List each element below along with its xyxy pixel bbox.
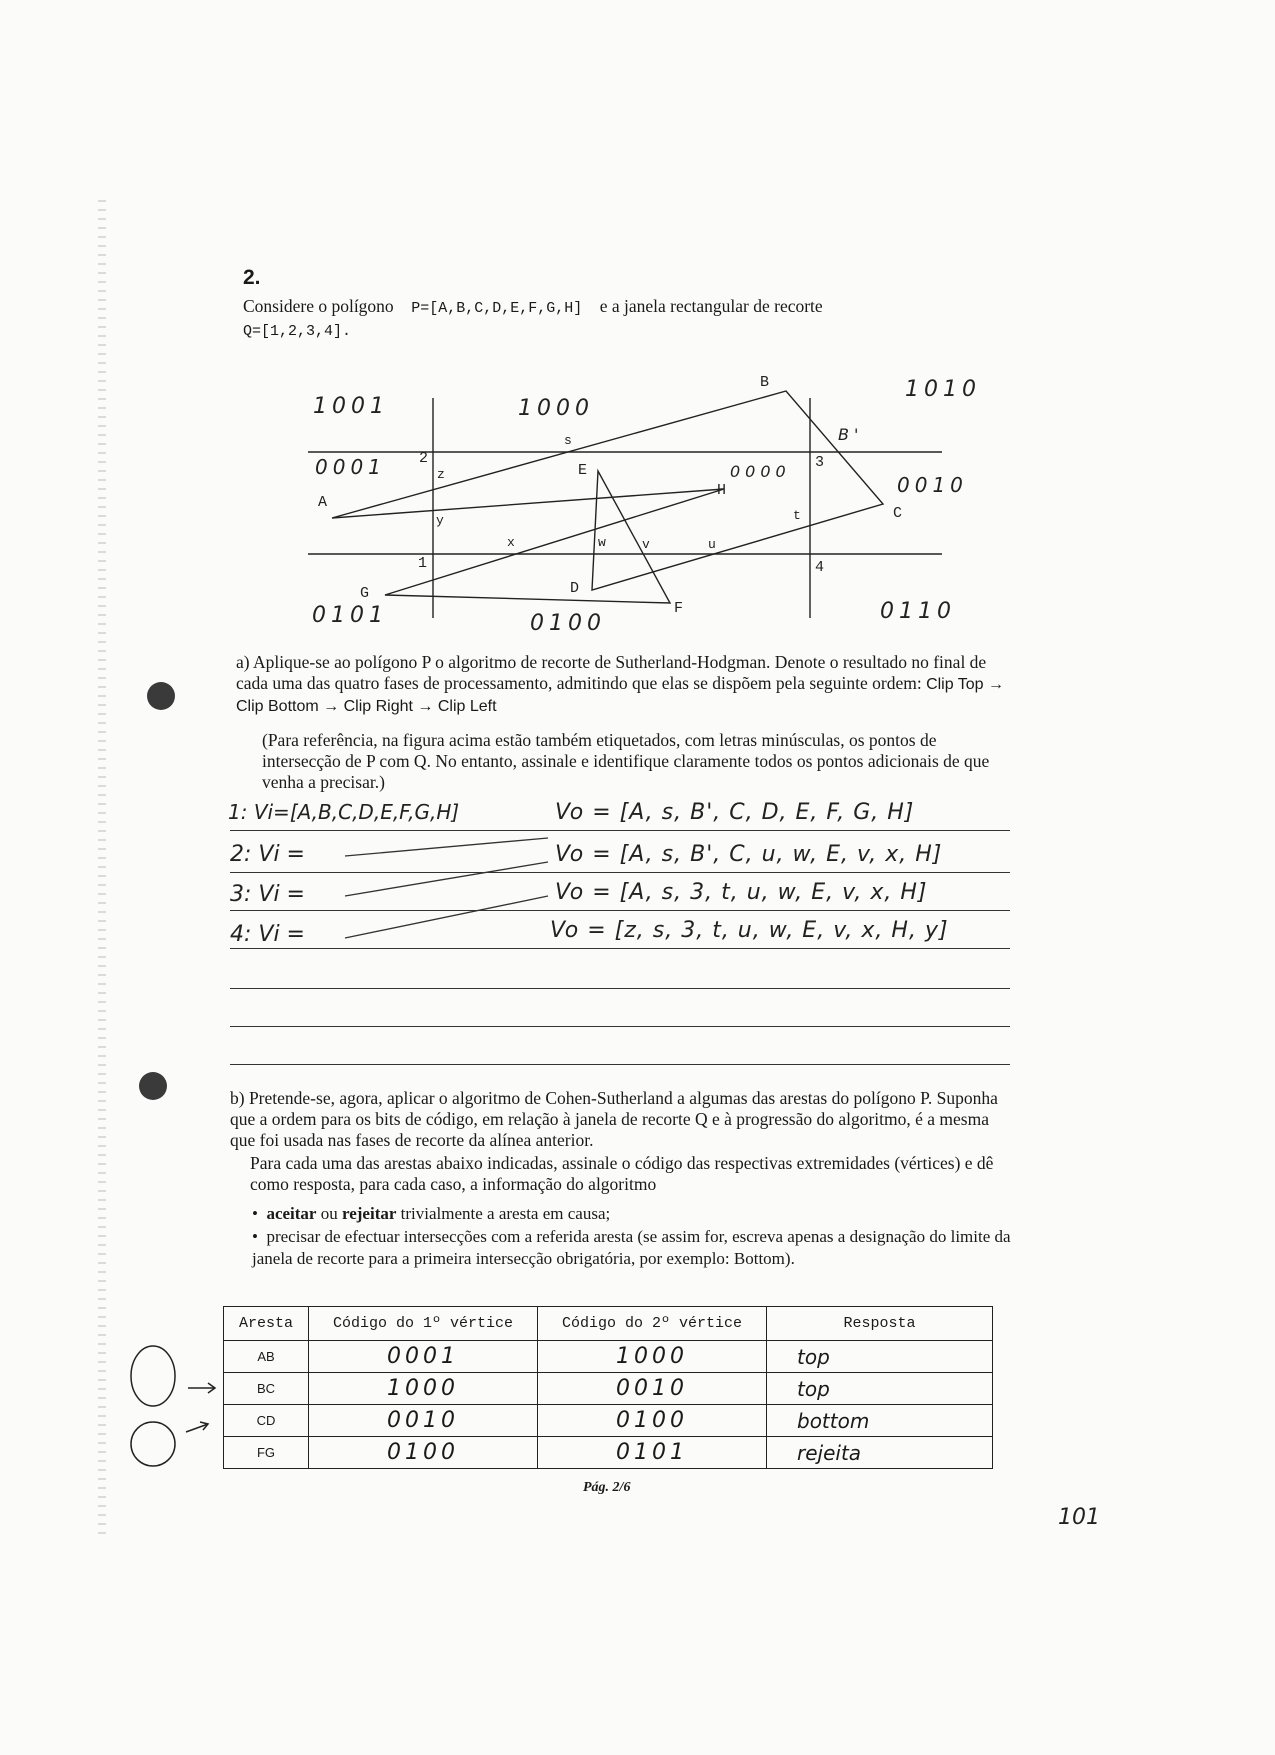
answer-cell: bottom (767, 1405, 993, 1437)
code1-cell: 0100 (309, 1437, 538, 1469)
answer-1-right: Vo = [A, s, B', C, D, E, F, G, H] (555, 800, 915, 825)
bullet-1-accept: aceitar (266, 1204, 317, 1223)
bullet-1-or: ou (320, 1204, 338, 1223)
label-H: H (717, 482, 727, 499)
label-y: y (436, 513, 444, 528)
label-s: s (564, 433, 572, 448)
answer-1-left: 1: Vi=[A,B,C,D,E,F,G,H] (228, 800, 460, 824)
table-header-row (224, 1307, 993, 1341)
code-0000: 0000 (730, 462, 791, 481)
answer-line (230, 1026, 1010, 1027)
label-C: C (893, 505, 903, 522)
label-G: G (360, 585, 370, 602)
answer-line (230, 1064, 1010, 1065)
table-row (224, 1405, 993, 1437)
label-D: D (570, 580, 580, 597)
label-w: w (598, 535, 606, 550)
part-b-text1: b) Pretende-se, agora, aplicar o algoritmo de Cohen-Sutherland a algumas das arestas do polígono P. Suponha que a ordem para os bits de código, em relação à janela de recorte Q e à progressão do algoritmo, é a mesma que foi usada nas fases de recorte da alínea anterior. (230, 1088, 998, 1150)
code-0100: 0100 (530, 611, 606, 636)
bullet-1: • aceitar ou rejeitar trivialmente a aresta em causa; (252, 1204, 611, 1223)
intro-text-post: e a janela rectangular de recorte (599, 296, 823, 316)
results-table (223, 1306, 993, 1469)
code1-cell: 0001 (309, 1341, 538, 1373)
scan-hole-dot (139, 1072, 167, 1100)
edge-cell: BC (224, 1373, 309, 1405)
code-1000: 1000 (518, 396, 594, 421)
table-row (224, 1437, 993, 1469)
header-code2: Código do 2º vértice (538, 1307, 767, 1341)
code2-cell: 1000 (538, 1341, 767, 1373)
label-v: v (642, 537, 650, 552)
code2-cell: 0100 (538, 1405, 767, 1437)
label-B: B (760, 374, 770, 391)
label-F: F (674, 600, 684, 617)
answer-2-left: 2: Vi = (230, 842, 305, 867)
label-A: A (318, 494, 328, 511)
label-3: 3 (815, 454, 825, 471)
header-edge: Aresta (224, 1307, 309, 1341)
intro-text-pre: Considere o polígono (243, 296, 394, 316)
code-0010: 0010 (897, 473, 968, 497)
code-0110: 0110 (880, 599, 956, 624)
answer-cell: rejeita (767, 1437, 993, 1469)
bullet-2-text: precisar de efectuar intersecções com a referida aresta (se assim for, escreva apenas a designação do limite da janela de recorte para a primeira intersecção obrigatória, por exemplo: Bottom). (252, 1227, 1011, 1268)
bullet-1-rest: trivialmente a aresta em causa; (400, 1204, 611, 1223)
label-z: z (437, 467, 445, 482)
answer-3-left: 3: Vi = (230, 882, 305, 907)
header-answer: Resposta (767, 1307, 993, 1341)
page-number: Pág. 2/6 (583, 1480, 631, 1495)
question-number: 2. (243, 266, 261, 289)
table-row (224, 1373, 993, 1405)
phase-clip-left: Clip Left (437, 698, 497, 715)
label-4: 4 (815, 559, 825, 576)
answer-cell: top (767, 1341, 993, 1373)
window-Q: Q=[1,2,3,4]. (243, 323, 352, 340)
label-E: E (578, 462, 588, 479)
edge-cell: CD (224, 1405, 309, 1437)
label-B-prime: B' (838, 425, 864, 444)
bullet-2: • precisar de efectuar intersecções com a referida aresta (se assim for, escreva apenas a designação do limite da janela de recorte para a primeira intersecção obrigatória, por exemplo: Bottom). (252, 1227, 1011, 1268)
code2-cell: 0010 (538, 1373, 767, 1405)
part-b-text2: Para cada uma das arestas abaixo indicadas, assinale o código das respectivas extremidades (vértices) e dê como resposta, para cada caso, a informação do algoritmo (250, 1153, 994, 1194)
polygon-P: P=[A,B,C,D,E,F,G,H] (411, 300, 583, 317)
edge-cell: AB (224, 1341, 309, 1373)
code1-cell: 1000 (309, 1373, 538, 1405)
code-1010: 1010 (905, 377, 981, 402)
edge-cell: FG (224, 1437, 309, 1469)
phase-clip-top: Clip Top (926, 676, 984, 693)
part-a-statement: a) Aplique-se ao polígono P o algoritmo de recorte de Sutherland-Hodgman. Denote o resultado no final de cada uma das quatro fases de processamento, admitindo que elas se dispõem pela seguinte ordem: (236, 652, 987, 693)
code1-cell: 0010 (309, 1405, 538, 1437)
table-row (224, 1341, 993, 1373)
code-1001: 1001 (313, 394, 389, 419)
answer-3-right: Vo = [A, s, 3, t, u, w, E, v, x, H] (555, 880, 928, 905)
phase-clip-right: Clip Right (343, 698, 413, 715)
label-2: 2 (419, 450, 429, 467)
header-code1: Código do 1º vértice (309, 1307, 538, 1341)
phase-clip-bottom: Clip Bottom (236, 698, 319, 715)
code-0001: 0001 (315, 455, 386, 479)
answer-cell: top (767, 1373, 993, 1405)
answer-2-right: Vo = [A, s, B', C, u, w, E, v, x, H] (555, 842, 943, 867)
part-a-note: (Para referência, na figura acima estão também etiquetados, com letras minúsculas, os pontos de intersecção de P com Q. No entanto, assinale e identifique claramente todos os pontos adicionais de que venha a precisar.) (262, 730, 990, 792)
label-u: u (708, 537, 716, 552)
answer-4-right: Vo = [z, s, 3, t, u, w, E, v, x, H, y] (550, 918, 949, 943)
corner-mark: 101 (1058, 1505, 1100, 1530)
label-1: 1 (418, 555, 428, 572)
label-x: x (507, 535, 515, 550)
label-t: t (793, 508, 801, 523)
code-0101: 0101 (312, 603, 388, 628)
phase-order: Clip Top → Clip Bottom → Clip Right → Clip Left (236, 676, 1005, 715)
answer-4-left: 4: Vi = (230, 922, 305, 947)
code2-cell: 0101 (538, 1437, 767, 1469)
margin-annotations (120, 1340, 230, 1480)
bullet-1-reject: rejeitar (341, 1204, 397, 1223)
